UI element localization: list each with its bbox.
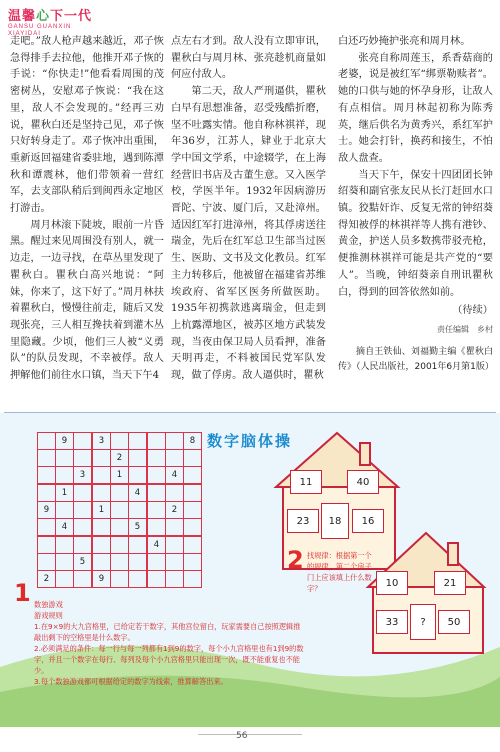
sudoku-cell (166, 554, 184, 571)
paragraph: 周月林滚下陡坡，眼前一片昏黑。醒过来见周围没有别人，就一边走，一边寻找，在草丛里发现了瞿秋白。瞿秋白高兴地说：“阿妹，你来了，这下好了。”周月林扶着瞿秋白，慢慢往前走，随后又发现张亮，三人相互搀扶着到灌木丛里隐藏。少顷，他们三人被“义勇队”的队员发现，不幸被俘。敌人押解他们前往水口镇，当天下午4 (10, 219, 164, 382)
sudoku-cell (74, 502, 93, 519)
house-2-window-top-left: 10 (376, 571, 408, 595)
sudoku-cell (56, 467, 74, 485)
sudoku-cell (38, 450, 56, 467)
sudoku-cell (38, 536, 56, 554)
house-1-door: 18 (321, 503, 349, 539)
sudoku-cell (184, 536, 202, 554)
sudoku-cell (74, 519, 93, 537)
sudoku-cell (38, 554, 56, 571)
sudoku-cell (111, 554, 129, 571)
sudoku-cell (129, 467, 148, 485)
sudoku-cell: 3 (92, 433, 111, 450)
sudoku-cell: 4 (147, 536, 166, 554)
house-2-window-bottom-left: 33 (376, 610, 408, 634)
rule-item: 2.必须满足的条件：每一行与每一列都有1到9的数字，每个小九宫格里也有1到9的数字，并且一个数字在每行、每列及每个小九宫格里只能出现一次，既不能重复也不能少。 (34, 644, 304, 675)
sudoku-cell (184, 554, 202, 571)
sudoku-cell (74, 571, 93, 588)
brand-subtitle: GANSU GUANXIN XIAYIDAI (8, 24, 72, 37)
sudoku-cell (166, 433, 184, 450)
sudoku-row (38, 536, 202, 554)
to-be-continued: （待续） (452, 305, 493, 317)
sudoku-cell (147, 502, 166, 519)
footer-line (198, 734, 302, 735)
house-2-window-top-right: 21 (434, 571, 466, 595)
paragraph: 当天下午，保安十四团团长钟绍葵和副官张友民从长汀赶回水口镇。狡黠奸诈、反复无常的钟绍葵得知被俘的林祺祥等人携有港钞、黄金，护送人员多数携带驳壳枪，便推测林祺祥可能是共产党的“要人”。当晚，钟绍葵亲自刑讯瞿秋白，得到的回答依然如前。 (338, 169, 493, 298)
sudoku-row (38, 433, 202, 450)
sudoku-cell: 9 (38, 502, 56, 519)
sudoku-cell (129, 433, 148, 450)
sudoku-cell (111, 571, 129, 588)
rules-heading: 数独游戏 (34, 600, 63, 609)
sudoku-cell: 3 (74, 467, 93, 485)
sudoku-cell (147, 554, 166, 571)
sudoku-cell (147, 433, 166, 450)
sudoku-cell (111, 502, 129, 519)
sudoku-cell (38, 519, 56, 537)
page-number: 56 (236, 731, 248, 741)
house-1-window-bottom-right: 16 (352, 509, 384, 533)
sudoku-cell (111, 484, 129, 502)
sudoku-cell: 2 (111, 450, 129, 467)
article-column-1 (10, 34, 164, 385)
sudoku-cell: 1 (92, 502, 111, 519)
house-2-window-bottom-right: 50 (438, 610, 470, 634)
sudoku-rules (34, 599, 304, 687)
sudoku-cell (184, 502, 202, 519)
brand-title: 温馨心下一代 (8, 9, 93, 24)
house-1-window-top-right: 40 (347, 470, 379, 494)
sudoku-cell (184, 519, 202, 537)
question-2-number: 2 (287, 546, 304, 574)
sudoku-cell (166, 536, 184, 554)
sudoku-grid (37, 432, 202, 588)
excerpt-source: 摘自王铁仙、刘福勤主编《瞿秋白传》（人民出版社，2001年6月第1版） (338, 346, 494, 372)
sudoku-cell (56, 502, 74, 519)
sudoku-cell: 9 (56, 433, 74, 450)
sudoku-cell: 9 (92, 571, 111, 588)
sudoku-cell (166, 519, 184, 537)
sudoku-cell (92, 450, 111, 467)
sudoku-row (38, 484, 202, 502)
sudoku-cell (147, 571, 166, 588)
sudoku-row (38, 502, 202, 519)
sudoku-cell (184, 484, 202, 502)
sudoku-cell (166, 484, 184, 502)
sudoku-cell: 5 (74, 554, 93, 571)
sudoku-cell (56, 571, 74, 588)
pattern-question: 找规律：根据第一个的规律，第二个房子门上应该填上什么数字？ (307, 551, 372, 593)
sudoku-cell (111, 536, 129, 554)
paragraph: 白还巧妙掩护张亮和周月林。 (338, 36, 471, 47)
sudoku-cell (38, 484, 56, 502)
sudoku-cell (56, 450, 74, 467)
sudoku-cell (129, 502, 148, 519)
paragraph: 走吧。”敌人枪声越来越近，邓子恢急得排手去拉他，他推开邓子恢的手说：“你快走!”他看看周围的茂密树丛，安慰邓子恢说：“我在这里，敌人不会发现的。”经再三劝说，瞿秋白还是坚持己见，邓子恢只好转身走了。邓子恢冲出重围，重新返回福建省委驻地，遇到陈潭秋和谭震林，他们带领着一营红军，去支部队稍后到闽西永定地区打游击。 (10, 36, 164, 215)
sudoku-cell (129, 536, 148, 554)
sudoku-cell (166, 571, 184, 588)
puzzle-title: 数字脑体操 (207, 432, 293, 450)
sudoku-cell (92, 519, 111, 537)
paragraph: 点左右才到。敌人没有立即审讯，瞿秋白与周月林、张亮趁机商量如何应付敌人。 (171, 36, 326, 81)
sudoku-cell (38, 467, 56, 485)
sudoku-cell (184, 571, 202, 588)
sudoku-cell: 4 (129, 484, 148, 502)
sudoku-cell (92, 467, 111, 485)
sudoku-cell (38, 433, 56, 450)
question-1-number: 1 (14, 579, 31, 607)
puzzle-section (0, 413, 500, 727)
sudoku-row (38, 554, 202, 571)
sudoku-cell: 5 (129, 519, 148, 537)
sudoku-row (38, 467, 202, 485)
sudoku-cell (74, 484, 93, 502)
sudoku-cell (166, 450, 184, 467)
rule-item: 1.在9×9的大九宫格里，已给定若干数字，其他宫位留白，玩家需要自己按照逻辑推敲出剩下的空格里是什么数字。 (34, 622, 301, 642)
article-column-3 (338, 34, 493, 375)
sudoku-cell (111, 433, 129, 450)
sudoku-row (38, 450, 202, 467)
sudoku-cell: 4 (56, 519, 74, 537)
rules-subheading: 游戏规则 (34, 611, 63, 620)
sudoku-cell: 2 (38, 571, 56, 588)
sudoku-row (38, 571, 202, 588)
sudoku-cell (184, 467, 202, 485)
sudoku-cell (56, 554, 74, 571)
sudoku-cell (147, 450, 166, 467)
sudoku-cell (74, 536, 93, 554)
sudoku-row (38, 519, 202, 537)
house-1-window-bottom-left: 23 (287, 509, 319, 533)
house-1-window-top-left: 11 (290, 470, 322, 494)
sudoku-cell: 1 (56, 484, 74, 502)
article-column-2 (171, 34, 326, 385)
sudoku-cell (74, 433, 93, 450)
sudoku-cell (74, 450, 93, 467)
sudoku-cell: 4 (166, 467, 184, 485)
sudoku-cell (129, 450, 148, 467)
sudoku-cell (56, 536, 74, 554)
editor-credit: 责任编辑 乡村 (437, 324, 493, 334)
sudoku-cell (92, 554, 111, 571)
sudoku-cell (147, 519, 166, 537)
paragraph: 张亮自称周莲玉，系香菇商的老婆，说是被红军“绑票勒赎者”。她的口供与她的怀孕身形，让敌人有点相信。周月林起初称为陈秀英，继后供名为黄秀兴，系红军护士。她会打针，换药和接生，不怕敌人盘查。 (338, 52, 493, 164)
rule-item: 3.每个数独游戏都可根据给定的数字为线索，推算解答出来。 (34, 677, 228, 686)
sudoku-cell (129, 554, 148, 571)
sudoku-cell (92, 484, 111, 502)
sudoku-cell: 1 (111, 467, 129, 485)
sudoku-cell (147, 484, 166, 502)
sudoku-cell: 8 (184, 433, 202, 450)
sudoku-cell (92, 536, 111, 554)
sudoku-cell (184, 450, 202, 467)
sudoku-cell (111, 519, 129, 537)
sudoku-cell (147, 467, 166, 485)
house-2-door-question: ? (410, 604, 436, 640)
paragraph: 第二天，敌人严刑逼供，瞿秋白早有思想准备，忍受残酷折磨，坚不吐露实情。他自称林祺祥，现年36岁，江苏人，肄业于北京大学中国文学系，中途辍学，在上海经营旧书店及古董生意。又入医学校，学医半年。1932年因病游历晋陀、宁波、厦门后，又赴漳州。适因红军打进漳州，将其俘虏送往瑞金，先后在红军总卫生部当过医生、医助、文书及文化教员。红军主力转移后，他被留在福建省苏维埃政府、省军区医务所做医助。1935年初携款逃离瑞金，但走到上杭露潭地区，被苏区地方武装发现，当夜由保卫局人员看押，准备天明再走，不料被国民党军队发现，做了俘虏。敌人逼供时，瞿秋 (171, 86, 326, 382)
sudoku-cell: 2 (166, 502, 184, 519)
sudoku-cell (129, 571, 148, 588)
